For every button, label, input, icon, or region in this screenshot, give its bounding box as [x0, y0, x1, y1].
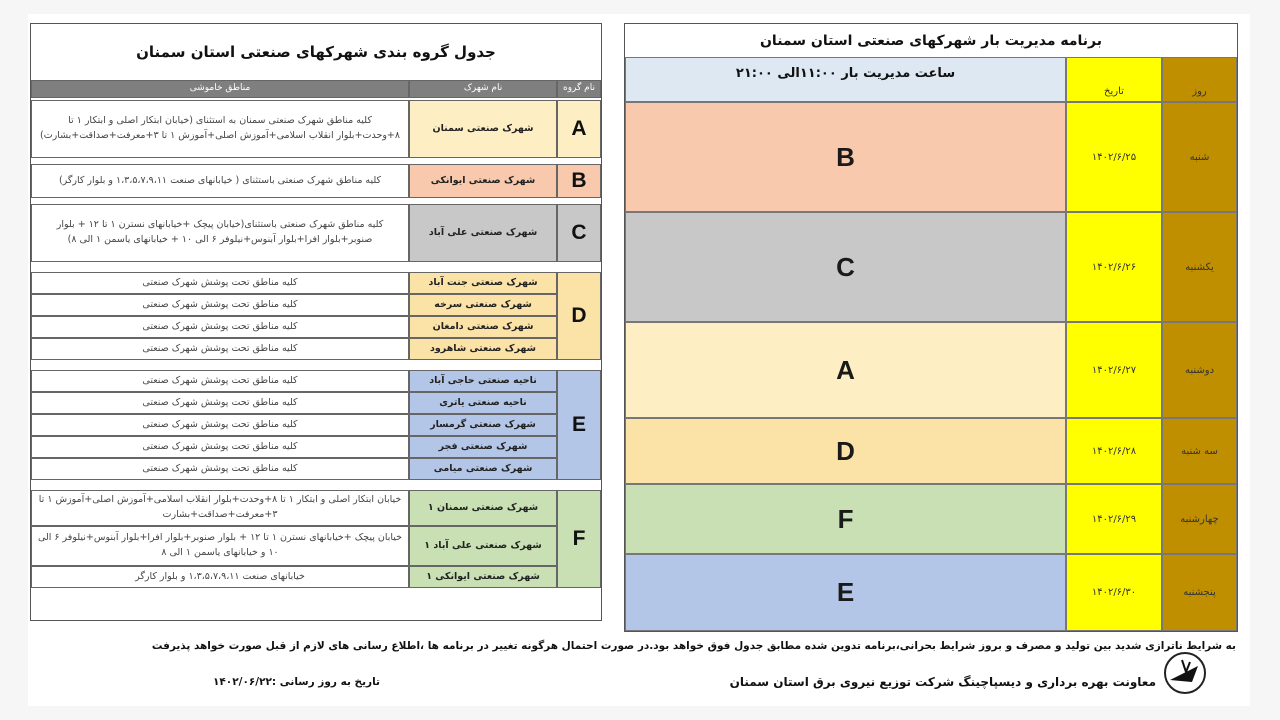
- scheduled-group-a: A: [625, 322, 1066, 418]
- blackout-area: کلیه مناطق شهرک صنعتی باستثنای ( خیابانهای صنعت ۱،۳،۵،۷،۹،۱۱ و بلوار کارگر): [31, 164, 409, 198]
- town-name: شهرک صنعتی سمنان ۱: [409, 490, 557, 526]
- schedule-date: ۱۴۰۲/۶/۲۵: [1066, 102, 1162, 212]
- scheduled-group-b: B: [625, 102, 1066, 212]
- schedule-table: [624, 23, 1238, 632]
- group-letter-a: A: [557, 100, 601, 158]
- town-name: شهرک صنعتی گرمسار: [409, 414, 557, 436]
- grouping-table-body: [31, 80, 601, 620]
- scheduled-group-c: C: [625, 212, 1066, 322]
- town-name: شهرک صنعتی سمنان: [409, 100, 557, 158]
- group-letter-d: D: [557, 272, 601, 360]
- blackout-area: کلیه مناطق تحت پوشش شهرک صنعتی: [31, 436, 409, 458]
- town-name: شهرک صنعتی علی آباد: [409, 204, 557, 262]
- blackout-area: کلیه مناطق تحت پوشش شهرک صنعتی: [31, 316, 409, 338]
- blackout-area: کلیه مناطق تحت پوشش شهرک صنعتی: [31, 370, 409, 392]
- town-name: ناحیه صنعتی حاجی آباد: [409, 370, 557, 392]
- schedule-date: ۱۴۰۲/۶/۳۰: [1066, 554, 1162, 631]
- town-name: شهرک صنعتی ایوانکی ۱: [409, 566, 557, 588]
- organization-name: معاونت بهره برداری و دیسپاچینگ شرکت توزیع نیروی برق استان سمنان: [729, 675, 1156, 689]
- date-header: تاریخ: [1066, 57, 1162, 102]
- scheduled-group-d: D: [625, 418, 1066, 484]
- company-logo-icon: [1162, 650, 1208, 696]
- schedule-date: ۱۴۰۲/۶/۲۸: [1066, 418, 1162, 484]
- schedule-day: دوشنبه: [1162, 322, 1237, 418]
- schedule-day: شنبه: [1162, 102, 1237, 212]
- town-name: شهرک صنعتی علی آباد ۱: [409, 526, 557, 566]
- grouping-table-title: جدول گروه بندی شهرکهای صنعتی استان سمنان: [136, 43, 496, 61]
- blackout-area: خیابان ابتکار اصلی و ابتکار ۱ تا ۸+وحدت+بلوار انقلاب اسلامی+آموزش اصلی+آموزش ۱ تا ۳+معرفت+صداقت+بشارت: [31, 490, 409, 526]
- blackout-area: کلیه مناطق تحت پوشش شهرک صنعتی: [31, 392, 409, 414]
- header-town: نام شهرک: [409, 80, 557, 98]
- group-letter-f: F: [557, 490, 601, 588]
- blackout-area: کلیه مناطق تحت پوشش شهرک صنعتی: [31, 272, 409, 294]
- schedule-table-body: [625, 57, 1237, 631]
- blackout-area: کلیه مناطق تحت پوشش شهرک صنعتی: [31, 294, 409, 316]
- scheduled-group-e: E: [625, 554, 1066, 631]
- town-name: شهرک صنعتی دامغان: [409, 316, 557, 338]
- blackout-area: کلیه مناطق شهرک صنعتی سمنان به استثنای (خیابان ابتکار اصلی و ابتکار ۱ تا ۸+وحدت+بلوار انقلاب اسلامی+آموزش اصلی+آموزش ۱ تا ۳+معرفت+صداقت+بشارت): [31, 100, 409, 158]
- blackout-area: کلیه مناطق شهرک صنعتی باستثنای(خیابان پیچک +خیابانهای نسترن ۱ تا ۱۲ + بلوار صنوبر+بلوار افرا+بلوار آبنوس+نیلوفر ۶ الی ۱۰ + خیابانهای یاسمن ۱ الی ۸): [31, 204, 409, 262]
- blackout-area: کلیه مناطق تحت پوشش شهرک صنعتی: [31, 458, 409, 480]
- schedule-day: سه شنبه: [1162, 418, 1237, 484]
- group-letter-e: E: [557, 370, 601, 480]
- schedule-date: ۱۴۰۲/۶/۲۹: [1066, 484, 1162, 554]
- header-group: نام گروه: [557, 80, 601, 98]
- town-name: شهرک صنعتی میامی: [409, 458, 557, 480]
- scheduled-group-f: F: [625, 484, 1066, 554]
- header-area: مناطق خاموشی: [31, 80, 409, 98]
- town-name: شهرک صنعتی فجر: [409, 436, 557, 458]
- schedule-date: ۱۴۰۲/۶/۲۶: [1066, 212, 1162, 322]
- blackout-area: کلیه مناطق تحت پوشش شهرک صنعتی: [31, 338, 409, 360]
- blackout-area: خیابان پیچک +خیابانهای نسترن ۱ تا ۱۲ + بلوار صنوبر+بلوار افرا+بلوار آبنوس+نیلوفر ۶ الی ۱۰ و خیابانهای یاسمن ۱ الی ۸: [31, 526, 409, 566]
- update-date: تاریخ به روز رسانی :۱۴۰۲/۰۶/۲۲: [212, 676, 380, 688]
- town-name: شهرک صنعتی ایوانکی: [409, 164, 557, 198]
- grouping-table: [30, 23, 602, 621]
- footer-note: به شرایط ناترازی شدید بین تولید و مصرف و بروز شرایط بحرانی،برنامه تدوین شده مطابق جدول فوق خواهد بود.در صورت احتمال هرگونه تغییر در برنامه ها ،اطلاع رسانی های لازم از قبل صورت خواهد پذیرفت: [151, 640, 1236, 652]
- town-name: ناحیه صنعتی یاتری: [409, 392, 557, 414]
- schedule-date: ۱۴۰۲/۶/۲۷: [1066, 322, 1162, 418]
- town-name: شهرک صنعتی سرخه: [409, 294, 557, 316]
- group-letter-b: B: [557, 164, 601, 198]
- blackout-area: کلیه مناطق تحت پوشش شهرک صنعتی: [31, 414, 409, 436]
- group-letter-c: C: [557, 204, 601, 262]
- schedule-day: پنجشنبه: [1162, 554, 1237, 631]
- day-header: روز: [1162, 57, 1237, 102]
- schedule-day: چهارشنبه: [1162, 484, 1237, 554]
- schedule-table-title: برنامه مدیریت بار شهرکهای صنعتی استان سمنان: [625, 24, 1237, 58]
- schedule-day: یکشنبه: [1162, 212, 1237, 322]
- blackout-area: خیابانهای صنعت ۱،۳،۵،۷،۹،۱۱ و بلوار کارگر: [31, 566, 409, 588]
- time-header: ساعت مدیریت بار ۱۱:۰۰الی ۲۱:۰۰: [625, 57, 1066, 102]
- town-name: شهرک صنعتی جنت آباد: [409, 272, 557, 294]
- town-name: شهرک صنعتی شاهرود: [409, 338, 557, 360]
